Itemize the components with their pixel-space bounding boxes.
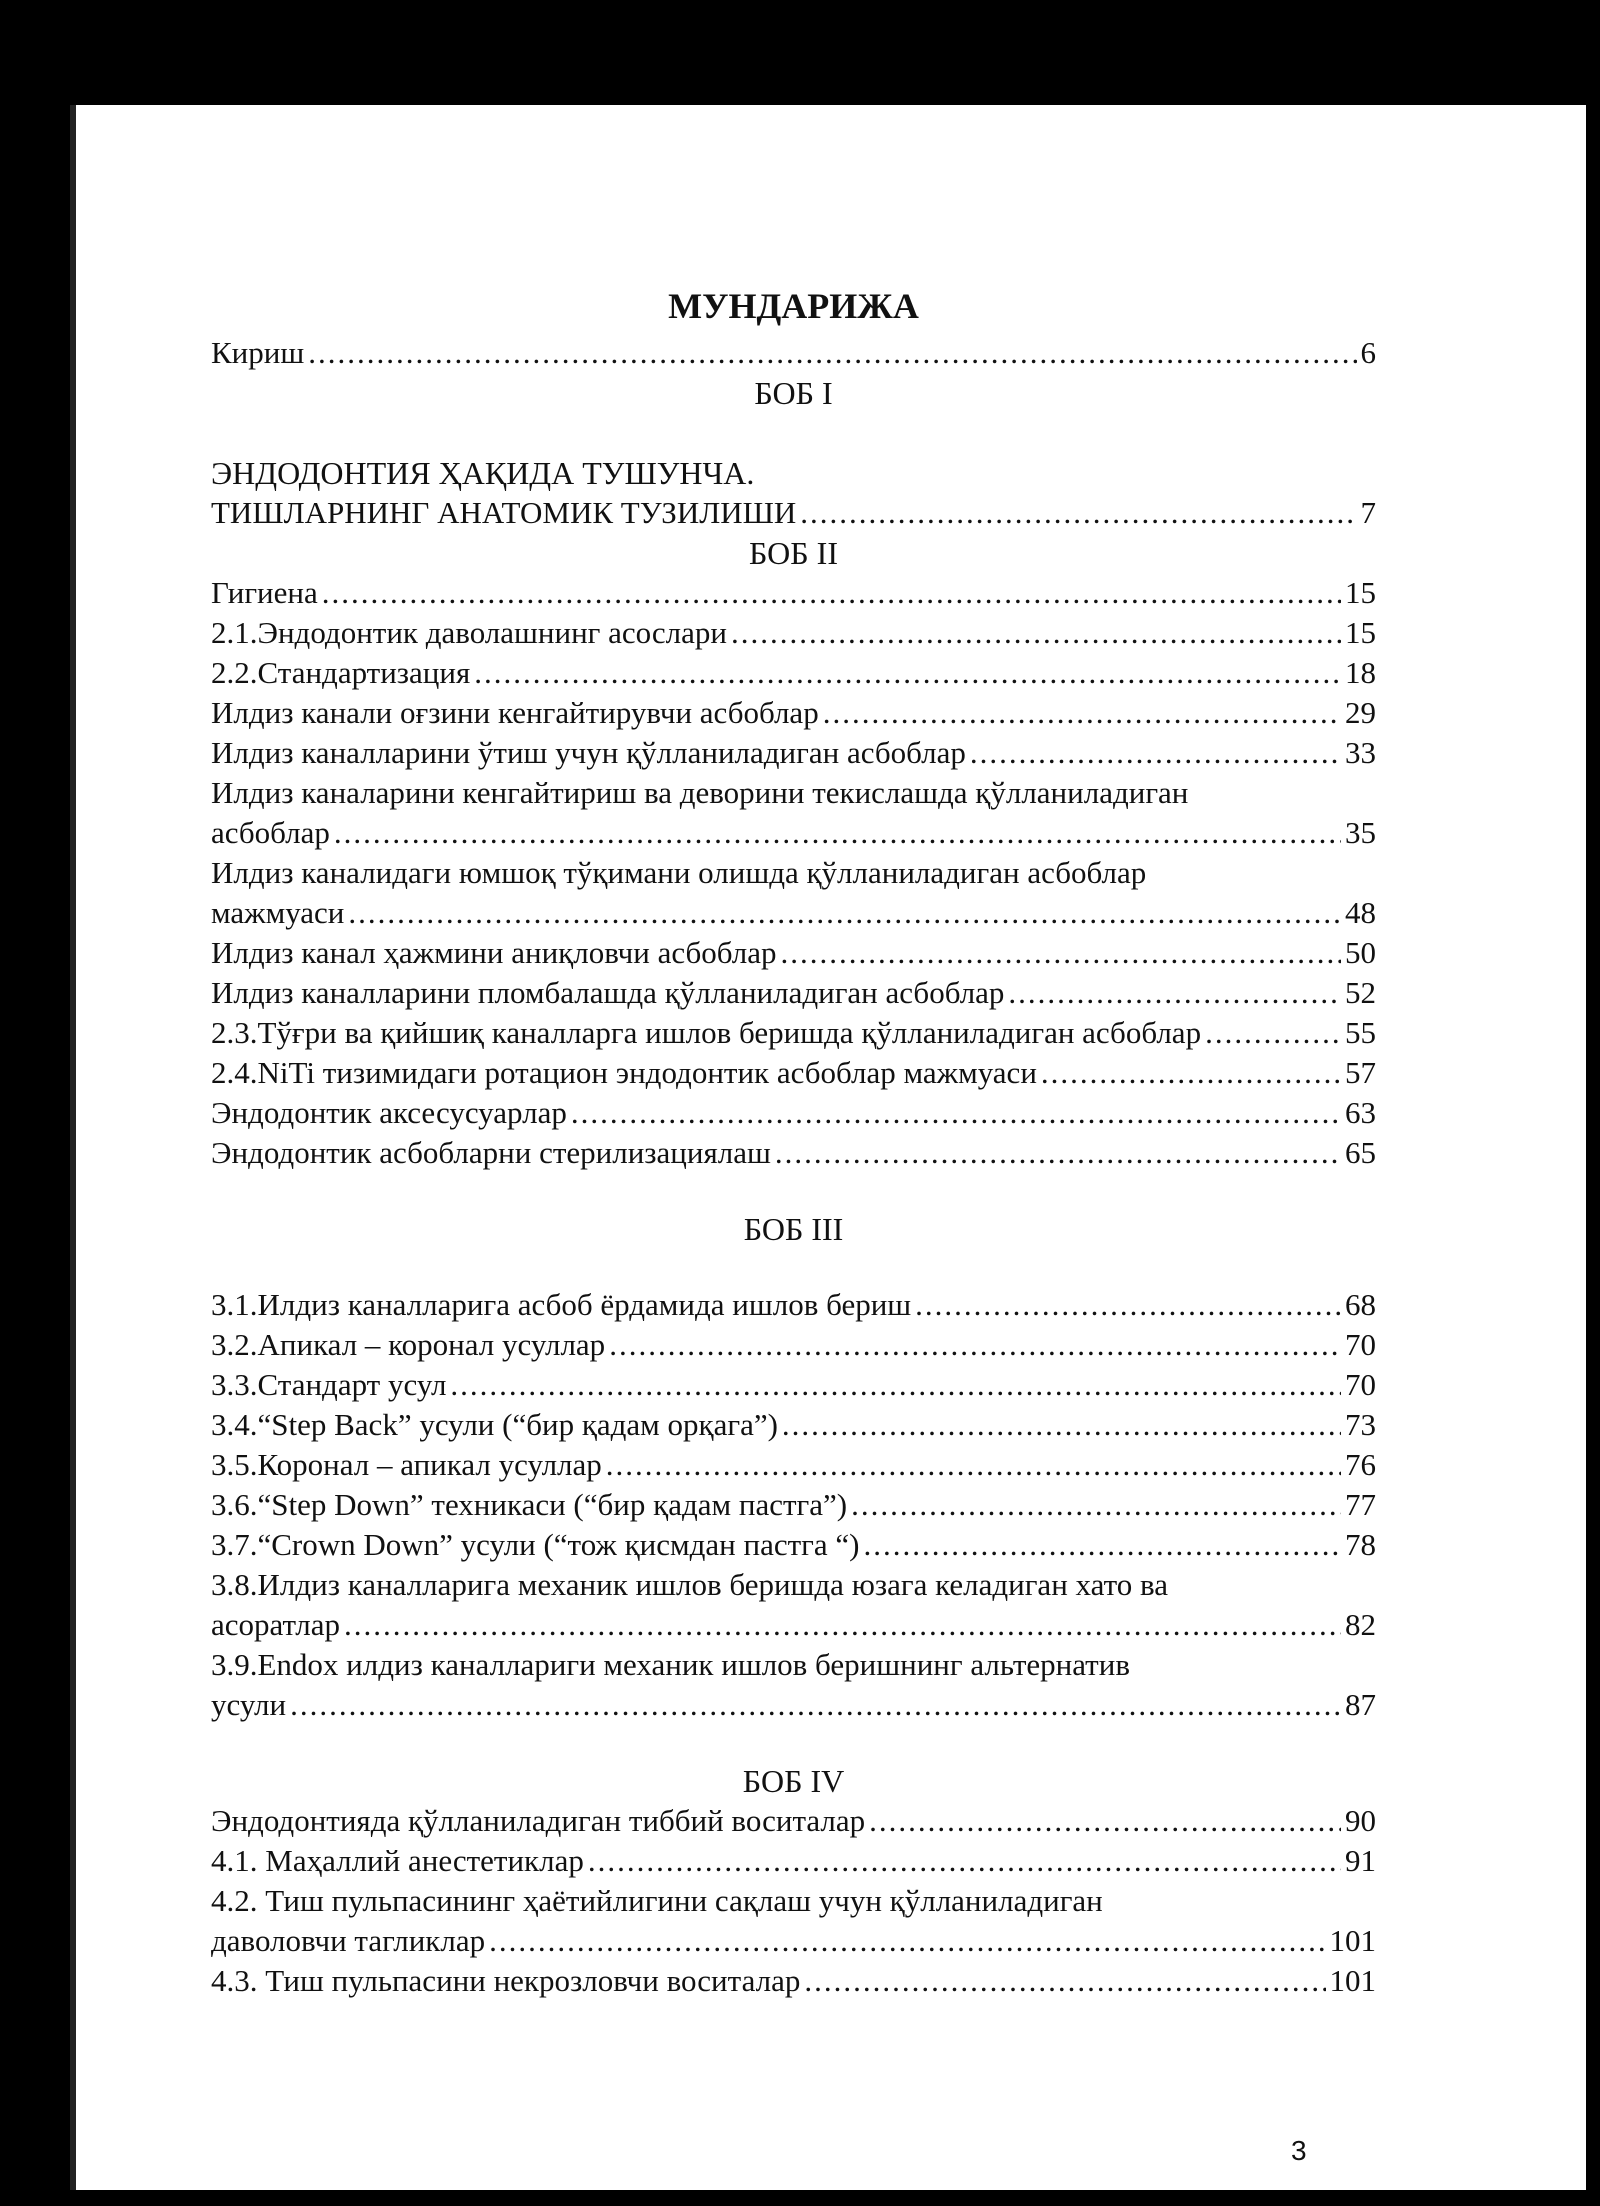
chapter-1-heading-line1: ЭНДОДОНТИЯ ҲАҚИДА ТУШУНЧА. bbox=[211, 455, 755, 491]
toc-entry bbox=[211, 1645, 1376, 1725]
toc-entry bbox=[211, 933, 1376, 973]
toc-entry bbox=[211, 1285, 1376, 1325]
dot-leader bbox=[775, 1133, 1341, 1173]
toc-entry-page: 57 bbox=[1345, 1055, 1376, 1090]
toc-entry bbox=[211, 653, 1376, 693]
toc-entry bbox=[211, 1093, 1376, 1133]
dot-leader bbox=[804, 1961, 1325, 2001]
toc-entry-text: Гигиена bbox=[211, 575, 318, 610]
toc-entry-text-line1: 4.2. Тиш пульпасининг ҳаётийлигини сақлаш учун қўлланиладиган bbox=[211, 1883, 1103, 1918]
toc-entry bbox=[211, 1325, 1376, 1365]
toc-entry bbox=[211, 1405, 1376, 1445]
toc-entry bbox=[211, 973, 1376, 1013]
chapter-4-label: БОБ IV bbox=[742, 1763, 845, 1799]
toc-entry bbox=[211, 1365, 1376, 1405]
toc-entry-text: 4.1. Маҳаллий анестетиклар bbox=[211, 1843, 584, 1878]
toc-entry bbox=[211, 613, 1376, 653]
toc-entry-page: 52 bbox=[1345, 975, 1376, 1010]
toc-entry-page: 33 bbox=[1345, 735, 1376, 770]
toc-entry bbox=[211, 1881, 1376, 1961]
toc-entry-page: 77 bbox=[1345, 1487, 1376, 1522]
toc-entry-text: Илдиз каналларини ўтиш учун қўлланиладиган асбоблар bbox=[211, 735, 966, 770]
toc-entry-text: 2.4.NiTi тизимидаги ротацион эндодонтик асбоблар мажмуаси bbox=[211, 1055, 1037, 1090]
dot-leader bbox=[348, 893, 1341, 933]
toc-entry-page: 101 bbox=[1329, 1923, 1376, 1958]
dot-leader bbox=[1041, 1053, 1341, 1093]
toc-entry bbox=[211, 1445, 1376, 1485]
toc-entry-text: асоратлар bbox=[211, 1607, 340, 1642]
toc-entry-page: 90 bbox=[1345, 1803, 1376, 1838]
dot-leader bbox=[970, 733, 1341, 773]
toc-entry-text: Эндодонтик аксесусуарлар bbox=[211, 1095, 567, 1130]
toc-entry-text: 3.5.Коронал – апикал усуллар bbox=[211, 1447, 602, 1482]
toc-title: МУНДАРИЖА bbox=[668, 286, 919, 326]
dot-leader bbox=[450, 1365, 1341, 1405]
chapter-3-entries bbox=[211, 1285, 1376, 1725]
toc-entry-text-line1: 3.8.Илдиз каналларига механик ишлов беришда юзага келадиган хато ва bbox=[211, 1567, 1168, 1602]
toc-entry-page: 70 bbox=[1345, 1327, 1376, 1362]
toc-entry-text: 3.2.Апикал – коронал усуллар bbox=[211, 1327, 606, 1362]
toc-entry bbox=[211, 1013, 1376, 1053]
toc-entry bbox=[211, 693, 1376, 733]
toc-entry-intro bbox=[211, 333, 1376, 373]
toc-entry-text: даволовчи тагликлар bbox=[211, 1923, 486, 1958]
chapter-2-label: БОБ II bbox=[749, 535, 838, 571]
chapter-1-heading-line2: ТИШЛАРНИНГ АНАТОМИК ТУЗИЛИШИ bbox=[211, 495, 797, 530]
toc-entry bbox=[211, 853, 1376, 933]
dot-leader bbox=[308, 333, 1356, 373]
toc-entry-text: Илдиз каналларини пломбалашда қўлланиладиган асбоблар bbox=[211, 975, 1005, 1010]
toc-entry-page: 70 bbox=[1345, 1367, 1376, 1402]
toc-entry-text: 3.6.“Step Down” техникаси (“бир қадам пастга”) bbox=[211, 1487, 848, 1522]
dot-leader bbox=[334, 813, 1341, 853]
toc-entry-page: 6 bbox=[1360, 335, 1376, 370]
toc-entry-text-line1: Илдиз каналидаги юмшоқ тўқимани олишда қўлланиладиган асбоблар bbox=[211, 855, 1147, 890]
toc-entry-page: 7 bbox=[1360, 495, 1376, 530]
dot-leader bbox=[609, 1325, 1341, 1365]
dot-leader bbox=[851, 1485, 1341, 1525]
toc-entry-page: 76 bbox=[1345, 1447, 1376, 1482]
dot-leader bbox=[1205, 1013, 1341, 1053]
dot-leader bbox=[588, 1841, 1341, 1881]
dot-leader bbox=[782, 1405, 1341, 1445]
toc-entry-text: 3.1.Илдиз каналларига асбоб ёрдамида ишлов бериш bbox=[211, 1287, 912, 1322]
toc-entry-page: 65 bbox=[1345, 1135, 1376, 1170]
toc-entry bbox=[211, 773, 1376, 853]
toc-entry bbox=[211, 1801, 1376, 1841]
toc-entry-text: асбоблар bbox=[211, 815, 330, 850]
document-page bbox=[70, 105, 1586, 2190]
toc-entry bbox=[211, 1053, 1376, 1093]
dot-leader bbox=[1008, 973, 1341, 1013]
page-number: 3 bbox=[1291, 2135, 1307, 2166]
toc-entry-page: 101 bbox=[1329, 1963, 1376, 1998]
toc-entry bbox=[211, 573, 1376, 613]
toc-entry-text: Кириш bbox=[211, 335, 305, 370]
toc-entry-text: Эндодонтик асбобларни стерилизациялаш bbox=[211, 1135, 771, 1170]
chapter-3-label: БОБ III bbox=[743, 1211, 844, 1247]
toc-entry-page: 48 bbox=[1345, 895, 1376, 930]
dot-leader bbox=[606, 1445, 1341, 1485]
toc-entry-text: 4.3. Тиш пульпасини некрозловчи воситалар bbox=[211, 1963, 801, 1998]
dot-leader bbox=[869, 1801, 1341, 1841]
dot-leader bbox=[322, 573, 1341, 613]
dot-leader bbox=[915, 1285, 1341, 1325]
toc-entry-text-line1: Илдиз каналарини кенгайтириш ва деворини текислашда қўлланиладиган bbox=[211, 775, 1189, 810]
toc-entry-text: 2.2.Стандартизация bbox=[211, 655, 471, 690]
toc-entry-page: 91 bbox=[1345, 1843, 1376, 1878]
toc-entry-text-line1: 3.9.Endox илдиз каналлариги механик ишлов беришнинг альтернатив bbox=[211, 1647, 1130, 1682]
dot-leader bbox=[780, 933, 1341, 973]
chapter-1-heading bbox=[211, 493, 1376, 533]
toc-entry-page: 15 bbox=[1345, 575, 1376, 610]
toc-entry bbox=[211, 733, 1376, 773]
dot-leader bbox=[474, 653, 1341, 693]
toc-entry-page: 78 bbox=[1345, 1527, 1376, 1562]
toc-entry-text: усули bbox=[211, 1687, 287, 1722]
toc-entry-text: Эндодонтияда қўлланиладиган тиббий воситалар bbox=[211, 1803, 866, 1838]
toc-entry-page: 87 bbox=[1345, 1687, 1376, 1722]
toc-entry-page: 18 bbox=[1345, 655, 1376, 690]
toc-entry-text: Илдиз канал ҳажмини аниқловчи асбоблар bbox=[211, 935, 777, 970]
toc-entry-text: 2.1.Эндодонтик даволашнинг асослари bbox=[211, 615, 727, 650]
toc-entry-page: 82 bbox=[1345, 1607, 1376, 1642]
chapter-2-entries bbox=[211, 573, 1376, 1173]
chapter-1-label: БОБ I bbox=[754, 375, 833, 411]
toc-entry-text: 3.4.“Step Back” усули (“бир қадам орқага”) bbox=[211, 1407, 778, 1442]
dot-leader bbox=[800, 493, 1356, 533]
toc-entry-text: 3.3.Стандарт усул bbox=[211, 1367, 447, 1402]
toc-entry bbox=[211, 1133, 1376, 1173]
toc-entry-text: 3.7.“Crown Down” усули (“тож қисмдан пастга “) bbox=[211, 1527, 860, 1562]
toc-entry-page: 63 bbox=[1345, 1095, 1376, 1130]
dot-leader bbox=[571, 1093, 1341, 1133]
table-of-contents bbox=[211, 285, 1376, 2001]
toc-entry-page: 50 bbox=[1345, 935, 1376, 970]
toc-entry bbox=[211, 1525, 1376, 1565]
dot-leader bbox=[863, 1525, 1341, 1565]
toc-entry bbox=[211, 1841, 1376, 1881]
dot-leader bbox=[344, 1605, 1341, 1645]
dot-leader bbox=[731, 613, 1341, 653]
toc-entry bbox=[211, 1565, 1376, 1645]
toc-entry-text: 2.3.Тўғри ва қийшиқ каналларга ишлов беришда қўлланиладиган асбоблар bbox=[211, 1015, 1202, 1050]
dot-leader bbox=[290, 1685, 1341, 1725]
dot-leader bbox=[823, 693, 1341, 733]
toc-entry bbox=[211, 1961, 1376, 2001]
toc-entry-page: 29 bbox=[1345, 695, 1376, 730]
toc-entry bbox=[211, 1485, 1376, 1525]
chapter-4-entries bbox=[211, 1801, 1376, 2001]
toc-entry-page: 15 bbox=[1345, 615, 1376, 650]
toc-entry-page: 35 bbox=[1345, 815, 1376, 850]
toc-entry-page: 55 bbox=[1345, 1015, 1376, 1050]
toc-entry-text: мажмуаси bbox=[211, 895, 345, 930]
toc-entry-page: 73 bbox=[1345, 1407, 1376, 1442]
toc-entry-text: Илдиз канали оғзини кенгайтирувчи асбоблар bbox=[211, 695, 819, 730]
toc-entry-page: 68 bbox=[1345, 1287, 1376, 1322]
dot-leader bbox=[489, 1921, 1325, 1961]
